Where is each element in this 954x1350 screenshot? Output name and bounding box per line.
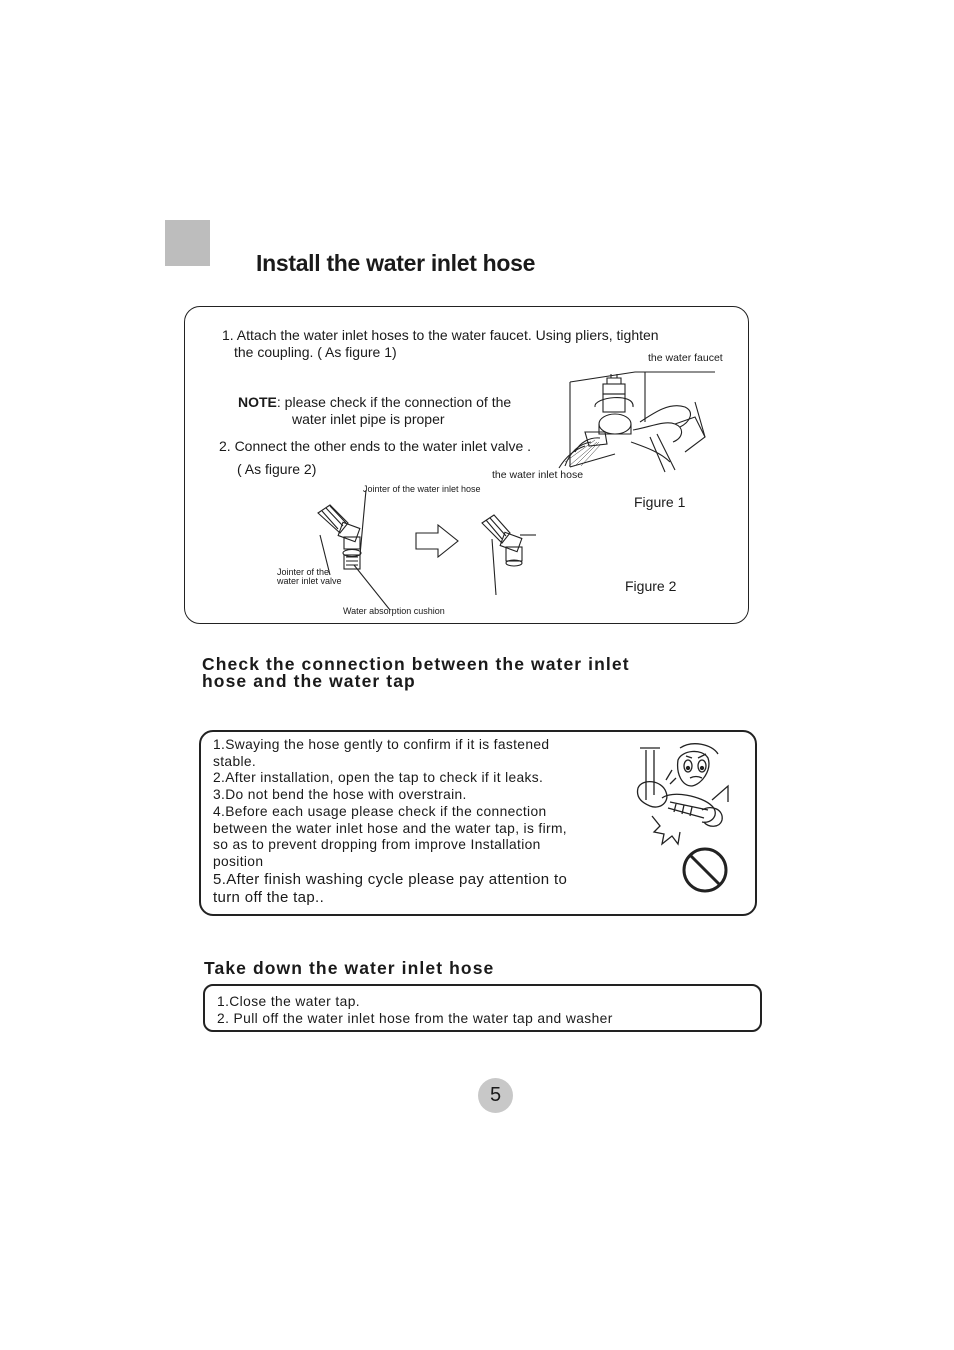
step2-line2: ( As figure 2) [237,461,317,477]
faucet-with-pliers-illustration [555,362,715,482]
heading2-line1: Check the connection between the water inlet [202,654,630,674]
note-line1 [238,394,511,411]
worried-cartoon-icon [632,740,742,850]
list-item: position [213,853,264,869]
list-item: stable. [213,753,257,769]
label-jointer-hose: Jointer of the water inlet hose [363,484,481,494]
label-jointer-valve [277,568,342,586]
list-item: so as to prevent dropping from improve Installation [213,837,541,853]
list-item: 2.After installation, open the tap to check if it leaks. [213,770,544,786]
list-item: turn off the tap.. [213,888,325,906]
step1-line1: 1. Attach the water inlet hoses to the water faucet. Using pliers, tighten [222,327,659,343]
heading2-line2: hose and the water tap [202,671,416,691]
list-item: 1.Close the water tap. [217,994,361,1009]
list-item: 2. Pull off the water inlet hose from the water tap and washer [217,1011,613,1026]
list-item: 1.Swaying the hose gently to confirm if it is fastened [213,737,550,752]
figure1-caption: Figure 1 [634,494,686,510]
prohibited-icon [681,846,729,894]
note-line2: water inlet pipe is proper [292,411,445,427]
label-water-faucet: the water faucet [648,352,723,364]
section-heading-check-connection [202,656,630,690]
note-label: NOTE [238,394,277,410]
page-number: 5 [478,1078,513,1113]
figure2-caption: Figure 2 [625,578,677,594]
section-marker [165,220,210,266]
section-heading-take-down: Take down the water inlet hose [204,958,495,978]
label-jointer-valve-line2: water inlet valve [277,576,342,586]
section-title-install: Install the water inlet hose [256,250,536,276]
list-item: between the water inlet hose and the water tap, is firm, [213,820,567,836]
label-water-absorption-cushion: Water absorption cushion [343,606,445,616]
step1-line2: the coupling. ( As figure 1) [234,344,397,360]
note-text: : please check if the connection of the [276,394,512,410]
list-item: 4.Before each usage please check if the connection [213,803,547,819]
list-item: 5.After finish washing cycle please pay attention to [213,870,568,888]
check-connection-list [213,737,633,907]
label-jointer-valve-line1: Jointer of the [277,567,330,577]
list-item: 3.Do not bend the hose with overstrain. [213,787,467,803]
take-down-list [217,993,613,1027]
label-water-inlet-hose: the water inlet hose [492,469,584,481]
step2-line1: 2. Connect the other ends to the water inlet valve . [219,438,532,454]
hose-connector-illustration [310,495,550,605]
